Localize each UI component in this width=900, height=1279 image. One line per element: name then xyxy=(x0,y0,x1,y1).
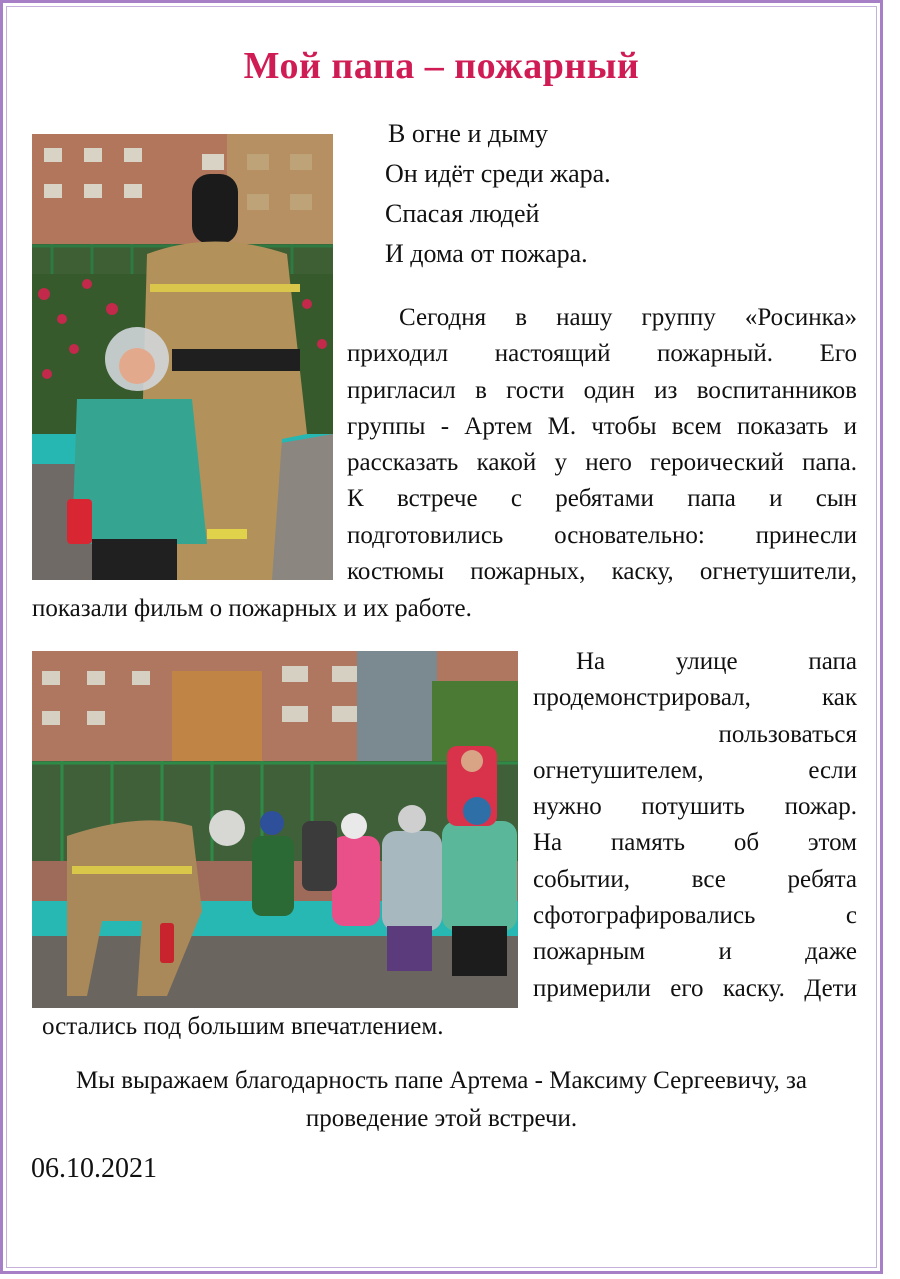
text-line: На память об этом xyxy=(533,829,857,857)
thanks-line: Мы выражаем благодарность папе Артема - Максиму Сергеевичу, за xyxy=(75,1067,808,1094)
text-line: К встрече с ребятами папа и сын xyxy=(347,485,857,513)
text-line: приходил настоящий пожарный. Его xyxy=(347,340,857,368)
poem-line: Спасая людей xyxy=(385,199,540,228)
paragraph-visit xyxy=(347,300,857,590)
text-line: событии, все ребята xyxy=(533,865,857,893)
text-line: продемонстрировал, как xyxy=(533,684,857,712)
poem-line: Он идёт среди жара. xyxy=(385,159,611,188)
text-line: огнетушителем, если xyxy=(533,756,857,784)
fire-extinguisher-demo-photo xyxy=(32,651,518,1008)
poem-line: И дома от пожара. xyxy=(385,239,588,268)
document-date: 06.10.2021 xyxy=(31,1153,157,1184)
paragraph-demo xyxy=(533,644,857,1007)
text-line: примерили его каску. Дети xyxy=(533,974,857,1002)
text-line: костюмы пожарных, каску, огнетушители, xyxy=(347,558,857,586)
text-line: сфотографировались с xyxy=(533,902,857,930)
poem xyxy=(385,114,611,274)
text-line: На улице папа xyxy=(576,648,857,675)
text-line: рассказать какой у него героический папа. xyxy=(347,449,857,477)
thanks-line: проведение этой встречи. xyxy=(305,1105,578,1132)
text-line: пригласил в гости один из воспитанников xyxy=(347,376,857,404)
paragraph-visit-tail: показали фильм о пожарных и их работе. xyxy=(32,595,472,622)
poem-line: В огне и дыму xyxy=(388,119,549,148)
text-line: подготовились основательно: принесли xyxy=(347,521,857,549)
page-title: Мой папа – пожарный xyxy=(243,45,640,87)
text-line: группы - Артем М. чтобы всем показать и xyxy=(347,412,857,440)
firefighter-with-son-photo xyxy=(32,134,333,580)
paragraph-demo-tail: остались под большим впечатлением. xyxy=(42,1013,444,1040)
text-line: пожарным и даже xyxy=(533,938,857,966)
text-line: Сегодня в нашу группу «Росинка» xyxy=(399,304,857,331)
text-line: нужно потушить пожар. xyxy=(533,793,857,821)
text-line: пользоваться xyxy=(718,720,857,748)
thanks-note xyxy=(0,1062,883,1138)
